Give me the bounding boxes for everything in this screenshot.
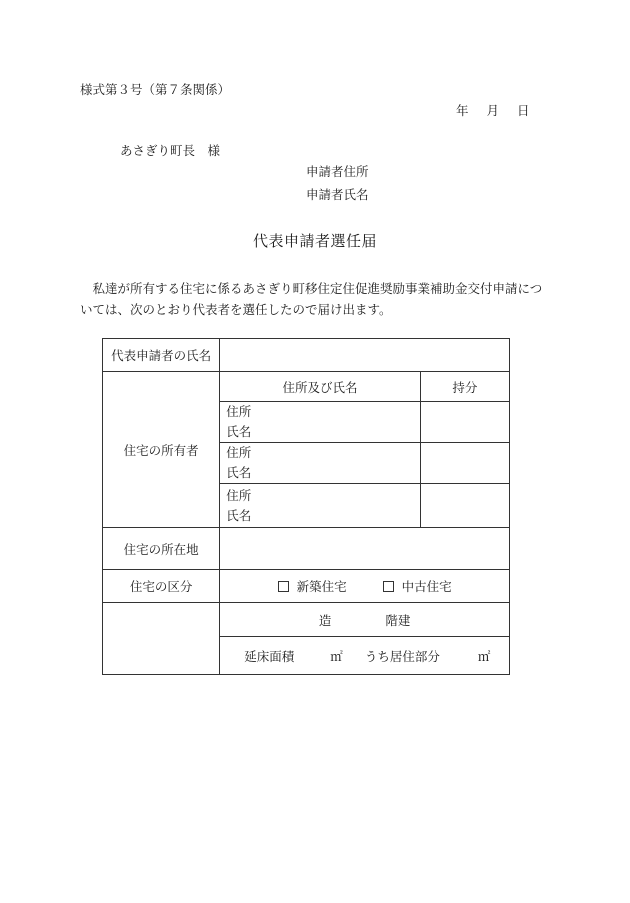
body-text: 私達が所有する住宅に係るあさぎり町移住定住促進奨励事業補助金交付申請については、次のとおり代表者を選任したので届け出ます。 bbox=[80, 281, 543, 317]
col-share-header: 持分 bbox=[420, 372, 509, 402]
date-line bbox=[456, 101, 544, 119]
location-label: 住宅の所在地 bbox=[103, 528, 220, 570]
addressee: あさぎり町長 様 bbox=[120, 143, 221, 158]
body-paragraph bbox=[80, 278, 550, 320]
owners-label: 住宅の所有者 bbox=[103, 372, 220, 528]
applicant-name-label: 申請者氏名 bbox=[306, 187, 369, 202]
owner-1-address-label: 住所 bbox=[226, 404, 252, 419]
building-info-label-cell bbox=[103, 603, 220, 675]
floor-area-label: 延床面積 bbox=[244, 648, 295, 664]
used-house-label: 中古住宅 bbox=[401, 579, 452, 594]
col-address-name-header: 住所及び氏名 bbox=[220, 372, 420, 402]
form-number: 様式第３号（第７条関係） bbox=[80, 82, 231, 97]
residential-part-label: うち居住部分 bbox=[364, 648, 440, 664]
category-label: 住宅の区分 bbox=[103, 570, 220, 603]
floors-label: 階建 bbox=[385, 612, 411, 628]
category-options bbox=[220, 570, 510, 603]
owner-2-field[interactable] bbox=[220, 443, 420, 484]
owner-1-share-field[interactable] bbox=[420, 402, 509, 443]
rep-name-field[interactable] bbox=[220, 339, 510, 372]
new-house-label: 新築住宅 bbox=[296, 579, 347, 594]
owner-1-field[interactable] bbox=[220, 402, 420, 443]
used-house-checkbox[interactable] bbox=[383, 581, 394, 592]
residential-part-unit: ㎡ bbox=[477, 648, 491, 664]
applicant-address-label: 申請者住所 bbox=[306, 164, 369, 179]
owner-3-share-field[interactable] bbox=[420, 484, 509, 528]
applicant-block bbox=[306, 160, 369, 206]
date-month: 月 bbox=[486, 103, 500, 118]
rep-name-label: 代表申請者の氏名 bbox=[103, 339, 220, 372]
date-year: 年 bbox=[456, 103, 469, 118]
owner-2-name-label: 氏名 bbox=[226, 465, 252, 480]
owner-2-address-label: 住所 bbox=[226, 445, 252, 460]
structure-field[interactable] bbox=[220, 603, 510, 637]
owner-3-field[interactable] bbox=[220, 484, 420, 528]
structure-label: 造 bbox=[318, 612, 332, 628]
owner-1-name-label: 氏名 bbox=[226, 424, 252, 439]
document-title: 代表申請者選任届 bbox=[252, 232, 377, 250]
owner-3-address-label: 住所 bbox=[226, 487, 252, 503]
floor-area-field[interactable] bbox=[220, 637, 510, 675]
date-day: 日 bbox=[517, 103, 530, 118]
owner-2-share-field[interactable] bbox=[420, 443, 509, 484]
floor-area-unit: ㎡ bbox=[330, 648, 343, 664]
location-field[interactable] bbox=[220, 528, 510, 570]
new-house-checkbox[interactable] bbox=[278, 581, 289, 592]
owner-3-name-label: 氏名 bbox=[226, 507, 252, 523]
representative-form-table bbox=[102, 338, 510, 675]
